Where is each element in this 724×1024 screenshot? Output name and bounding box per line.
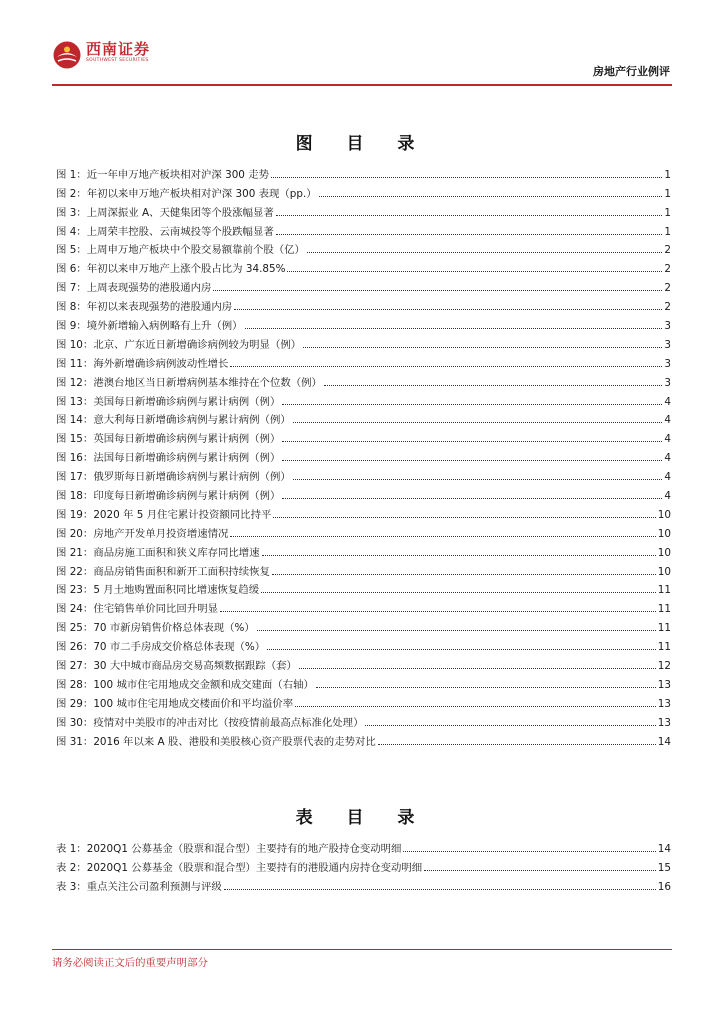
figure-toc-label: 图 26： xyxy=(56,641,94,654)
figure-toc-entry[interactable] xyxy=(56,634,671,653)
figure-toc-page-number: 11 xyxy=(657,603,671,616)
figure-toc-page-number: 12 xyxy=(657,660,671,673)
table-toc-title: 2020Q1 公募基金（股票和混合型）主要持有的港股通内房持仓变动明细 xyxy=(86,861,423,874)
figure-toc-title: 100 城市住宅用地成交楼面价和平均溢价率 xyxy=(93,697,294,710)
figure-toc-label: 图 1： xyxy=(56,168,87,181)
dot-leader xyxy=(295,706,656,707)
figure-toc-page-number: 1 xyxy=(664,225,671,238)
figure-toc-title: 北京、广东近日新增确诊病例较为明显（例） xyxy=(93,338,302,351)
figure-toc-page-number: 4 xyxy=(664,471,671,484)
table-toc-entry[interactable] xyxy=(56,836,671,855)
figure-toc-title: 上周荣丰控股、云南城投等个股跌幅显著 xyxy=(86,225,274,238)
figure-toc-title: 港澳台地区当日新增病例基本维持在个位数（例） xyxy=(93,376,322,389)
dot-leader xyxy=(378,744,656,745)
figure-toc-page-number: 13 xyxy=(657,678,671,691)
dot-leader xyxy=(319,196,663,197)
figure-toc-page-number: 4 xyxy=(664,414,671,427)
figure-toc-title: 70 市新房销售价格总体表现（%） xyxy=(93,622,255,635)
logo-text-cn: 西南证券 xyxy=(86,40,151,58)
dot-leader xyxy=(245,328,663,329)
figure-toc-title: 年初以来表现强势的港股通内房 xyxy=(86,301,233,314)
figure-toc-entry[interactable] xyxy=(56,521,671,540)
dot-leader xyxy=(276,215,663,216)
table-toc-label: 表 3： xyxy=(56,880,87,893)
figure-toc-label: 图 25： xyxy=(56,622,94,635)
figure-toc-entry[interactable] xyxy=(56,426,671,445)
figure-toc-page-number: 11 xyxy=(657,584,671,597)
figure-toc-page-number: 11 xyxy=(657,641,671,654)
figure-toc-page-number: 11 xyxy=(657,622,671,635)
figure-toc-title: 70 市二手房成交价格总体表现（%） xyxy=(93,641,266,654)
figure-toc-label: 图 31： xyxy=(56,735,94,748)
figure-toc-title: 意大利每日新增确诊病例与累计病例（例） xyxy=(93,414,291,427)
dot-leader xyxy=(365,725,655,726)
figure-toc-label: 图 30： xyxy=(56,716,94,729)
figure-toc-title: 近一年申万地产板块相对沪深 300 走势 xyxy=(86,168,269,181)
figure-toc-title: 俄罗斯每日新增确诊病例与累计病例（例） xyxy=(93,471,291,484)
figure-toc-title: 5 月土地购置面积同比增速恢复趋缓 xyxy=(93,584,260,597)
figures-toc-title: 图 目 录 xyxy=(295,134,429,154)
figure-toc-label: 图 19： xyxy=(56,508,94,521)
figure-toc-label: 图 7： xyxy=(56,282,87,295)
figure-toc-title: 商品房销售面积和新开工面积持续恢复 xyxy=(93,565,270,578)
dot-leader xyxy=(307,252,662,253)
figure-toc-label: 图 20： xyxy=(56,527,94,540)
figure-toc-page-number: 3 xyxy=(664,376,671,389)
table-toc-label: 表 2： xyxy=(56,861,87,874)
figure-toc-label: 图 18： xyxy=(56,490,94,503)
dot-leader xyxy=(282,404,662,405)
dot-leader xyxy=(272,574,656,575)
figure-toc-title: 上周深振业 A、天健集团等个股涨幅显著 xyxy=(86,206,274,219)
figure-toc-label: 图 8： xyxy=(56,301,87,314)
figure-toc-label: 图 17： xyxy=(56,471,94,484)
figure-toc-entry[interactable] xyxy=(56,691,671,710)
figure-toc-page-number: 10 xyxy=(657,565,671,578)
dot-leader xyxy=(220,611,656,612)
figure-toc-label: 图 21： xyxy=(56,546,94,559)
figure-toc-label: 图 5： xyxy=(56,244,87,257)
figure-toc-page-number: 3 xyxy=(664,320,671,333)
figure-toc-entry[interactable] xyxy=(56,615,671,634)
figure-toc-title: 美国每日新增确诊病例与累计病例（例） xyxy=(93,395,281,408)
figure-toc-entry[interactable] xyxy=(56,578,671,597)
figure-toc-page-number: 1 xyxy=(664,187,671,200)
figure-toc-entry[interactable] xyxy=(56,729,671,748)
tables-toc-title: 表 目 录 xyxy=(295,808,429,828)
dot-leader xyxy=(287,271,662,272)
figure-toc-title: 2020 年 5 月住宅累计投资额同比持平 xyxy=(93,508,272,521)
figure-toc-title: 上周表现强势的港股通内房 xyxy=(86,282,212,295)
figure-toc-label: 图 27： xyxy=(56,660,94,673)
figure-toc-title: 年初以来申万地产板块相对沪深 300 表现（pp.） xyxy=(86,187,317,200)
figure-toc-title: 100 城市住宅用地成交金额和成交建面（右轴） xyxy=(93,678,314,691)
figure-toc-title: 英国每日新增确诊病例与累计病例（例） xyxy=(93,433,281,446)
figure-toc-entry[interactable] xyxy=(56,332,671,351)
figure-toc-page-number: 3 xyxy=(664,357,671,370)
figure-toc-label: 图 6： xyxy=(56,263,87,276)
figure-toc-title: 疫情对中美股市的冲击对比（按疫情前最高点标准化处理） xyxy=(93,716,364,729)
figure-toc-label: 图 23： xyxy=(56,584,94,597)
figure-toc-entry[interactable] xyxy=(56,351,671,370)
figure-toc-page-number: 4 xyxy=(664,490,671,503)
figure-toc-label: 图 10： xyxy=(56,338,94,351)
figure-toc-entry[interactable] xyxy=(56,294,671,313)
logo-mark-icon xyxy=(52,40,82,70)
figure-toc-label: 图 24： xyxy=(56,603,94,616)
figure-toc-page-number: 4 xyxy=(664,452,671,465)
table-toc-label: 表 1： xyxy=(56,842,87,855)
dot-leader xyxy=(316,687,656,688)
page-header xyxy=(0,0,724,90)
dot-leader xyxy=(224,889,656,890)
table-toc-entry[interactable] xyxy=(56,874,671,893)
figure-toc-entry[interactable] xyxy=(56,200,671,219)
figure-toc-page-number: 2 xyxy=(664,244,671,257)
figure-toc-page-number: 10 xyxy=(657,527,671,540)
figure-toc-label: 图 22： xyxy=(56,565,94,578)
dot-leader xyxy=(271,177,662,178)
figure-toc-title: 30 大中城市商品房交易高频数据跟踪（套） xyxy=(93,660,297,673)
figure-toc-entry[interactable] xyxy=(56,162,671,181)
dot-leader xyxy=(261,592,656,593)
dot-leader xyxy=(403,851,655,852)
figure-toc-label: 图 16： xyxy=(56,452,94,465)
figure-toc-page-number: 2 xyxy=(664,301,671,314)
company-logo xyxy=(52,40,150,70)
figure-toc-page-number: 14 xyxy=(657,735,671,748)
figure-toc-page-number: 10 xyxy=(657,546,671,559)
figure-toc-entry[interactable] xyxy=(56,181,671,200)
dot-leader xyxy=(230,366,662,367)
footer-notice: 请务必阅读正文后的重要声明部分 xyxy=(52,957,208,969)
figure-toc-page-number: 13 xyxy=(657,697,671,710)
report-type: 房地产行业例评 xyxy=(593,65,670,78)
figure-toc-label: 图 11： xyxy=(56,357,94,370)
figure-toc-entry[interactable] xyxy=(56,596,671,615)
figure-toc-label: 图 9： xyxy=(56,320,87,333)
figure-toc-entry[interactable] xyxy=(56,219,671,238)
figure-toc-entry[interactable] xyxy=(56,408,671,427)
figure-toc-entry[interactable] xyxy=(56,559,671,578)
header-divider xyxy=(52,84,672,86)
figure-toc-title: 房地产开发单月投资增速情况 xyxy=(93,527,229,540)
figure-toc-entry[interactable] xyxy=(56,238,671,257)
dot-leader xyxy=(213,290,662,291)
figure-toc-label: 图 12： xyxy=(56,376,94,389)
figure-toc-entry[interactable] xyxy=(56,540,671,559)
figure-toc-entry[interactable] xyxy=(56,464,671,483)
dot-leader xyxy=(299,668,656,669)
figure-toc-entry[interactable] xyxy=(56,445,671,464)
figure-toc-page-number: 4 xyxy=(664,433,671,446)
figure-toc-entry[interactable] xyxy=(56,653,671,672)
table-toc-page-number: 15 xyxy=(657,861,671,874)
figure-toc-entry[interactable] xyxy=(56,502,671,521)
figure-toc-page-number: 1 xyxy=(664,206,671,219)
figure-toc-page-number: 13 xyxy=(657,716,671,729)
figure-toc-label: 图 28： xyxy=(56,678,94,691)
dot-leader xyxy=(293,479,663,480)
dot-leader xyxy=(324,385,662,386)
figure-toc-page-number: 2 xyxy=(664,263,671,276)
figure-toc-entry[interactable] xyxy=(56,275,671,294)
dot-leader xyxy=(257,630,656,631)
figure-toc-title: 住宅销售单价同比回升明显 xyxy=(93,603,218,616)
dot-leader xyxy=(424,870,656,871)
figure-toc-title: 印度每日新增确诊病例与累计病例（例） xyxy=(93,490,281,503)
figure-toc-entry[interactable] xyxy=(56,483,671,502)
figure-toc-label: 图 15： xyxy=(56,433,94,446)
dot-leader xyxy=(230,536,655,537)
figure-toc-title: 2016 年以来 A 股、港股和美股核心资产股票代表的走势对比 xyxy=(93,735,376,748)
figure-toc-page-number: 1 xyxy=(664,168,671,181)
figure-toc-page-number: 3 xyxy=(664,338,671,351)
table-toc-page-number: 16 xyxy=(657,880,671,893)
dot-leader xyxy=(276,234,663,235)
dot-leader xyxy=(282,441,662,442)
footer-divider xyxy=(52,949,672,950)
dot-leader xyxy=(303,347,662,348)
figure-toc-label: 图 3： xyxy=(56,206,87,219)
figure-toc-title: 海外新增确诊病例波动性增长 xyxy=(93,357,229,370)
figure-toc-entry[interactable] xyxy=(56,370,671,389)
tables-toc-list xyxy=(56,836,671,893)
figure-toc-label: 图 29： xyxy=(56,697,94,710)
figure-toc-label: 图 14： xyxy=(56,414,94,427)
figure-toc-title: 年初以来申万地产上涨个股占比为 34.85% xyxy=(86,263,286,276)
dot-leader xyxy=(273,517,655,518)
dot-leader xyxy=(282,498,662,499)
figure-toc-title: 境外新增输入病例略有上升（例） xyxy=(86,320,243,333)
figure-toc-title: 商品房施工面积和狭义库存同比增速 xyxy=(93,546,260,559)
table-toc-title: 重点关注公司盈利预测与评级 xyxy=(86,880,222,893)
figure-toc-page-number: 10 xyxy=(657,508,671,521)
figure-toc-label: 图 4： xyxy=(56,225,87,238)
figure-toc-entry[interactable] xyxy=(56,710,671,729)
table-toc-title: 2020Q1 公募基金（股票和混合型）主要持有的地产股持仓变动明细 xyxy=(86,842,402,855)
dot-leader xyxy=(293,422,663,423)
figure-toc-page-number: 2 xyxy=(664,282,671,295)
dot-leader xyxy=(267,649,656,650)
logo-text-en: SOUTHWEST SECURITIES xyxy=(86,58,149,63)
figure-toc-title: 上周申万地产板块中个股交易额靠前个股（亿） xyxy=(86,244,305,257)
dot-leader xyxy=(234,309,662,310)
figures-toc-list xyxy=(56,162,671,748)
figure-toc-entry[interactable] xyxy=(56,256,671,275)
dot-leader xyxy=(262,555,656,556)
figure-toc-label: 图 13： xyxy=(56,395,94,408)
figure-toc-page-number: 4 xyxy=(664,395,671,408)
figure-toc-entry[interactable] xyxy=(56,672,671,691)
table-toc-entry[interactable] xyxy=(56,855,671,874)
figure-toc-entry[interactable] xyxy=(56,313,671,332)
dot-leader xyxy=(282,460,662,461)
figure-toc-entry[interactable] xyxy=(56,389,671,408)
table-toc-page-number: 14 xyxy=(657,842,671,855)
figure-toc-label: 图 2： xyxy=(56,187,87,200)
figure-toc-title: 法国每日新增确诊病例与累计病例（例） xyxy=(93,452,281,465)
